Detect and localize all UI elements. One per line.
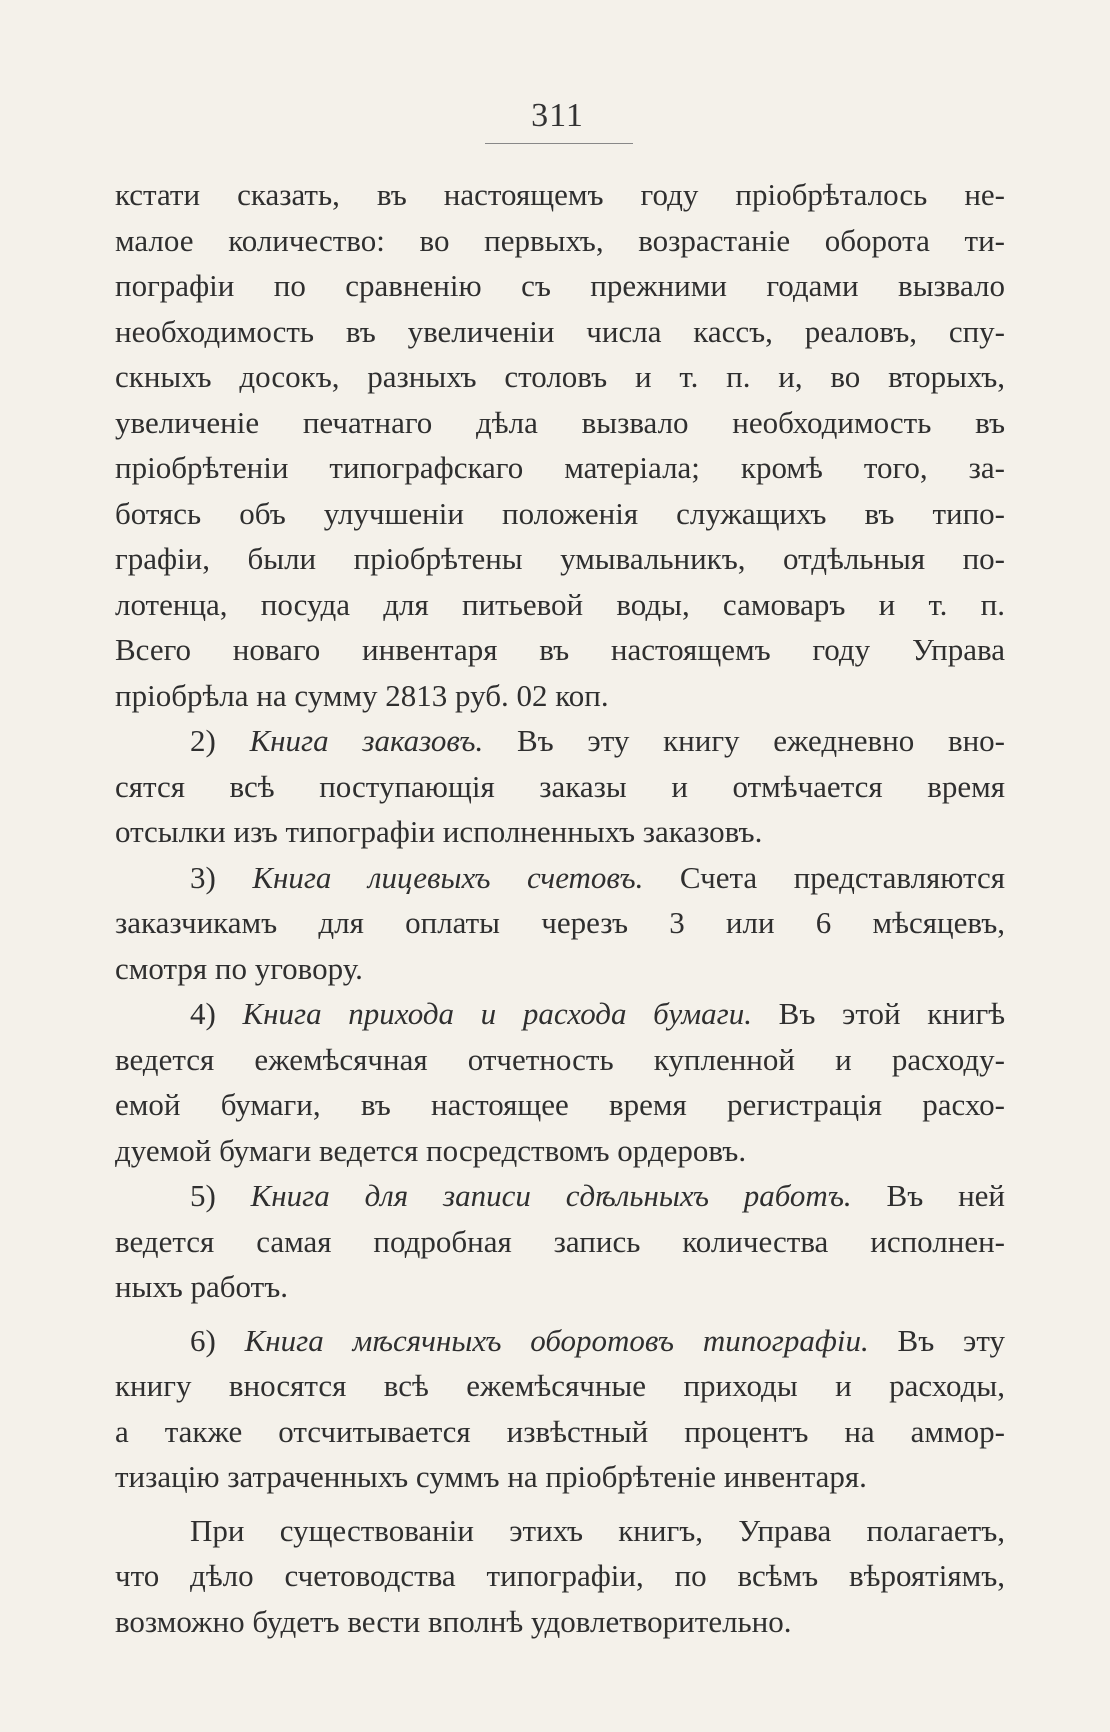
item-number: 3) <box>190 859 216 895</box>
text-line: сятся всѣ поступающія заказы и отмѣчается время <box>115 768 1005 804</box>
text-line: дуемой бумаги ведется посредствомъ ордеровъ. <box>115 1132 747 1168</box>
paragraph-3-book-of-accounts <box>115 855 1005 992</box>
text-line: что дѣло счетоводства типографіи, по всѣмъ вѣроятіямъ, <box>115 1558 1005 1593</box>
item-text: Въ эту книгу ежедневно вно- <box>516 723 1005 758</box>
book-title: Книга мѣсячныхъ оборотовъ типографіи. <box>244 1322 869 1358</box>
item-text: Въ ней <box>886 1178 1005 1213</box>
text-line <box>115 1173 1005 1219</box>
text-line: скныхъ досокъ, разныхъ столовъ и т. п. и, во вторыхъ, <box>115 359 1005 394</box>
paragraph-4-book-of-paper <box>115 991 1005 1173</box>
body-text <box>115 172 1005 1644</box>
text-line: При существованіи этихъ книгъ, Управа полагаетъ, <box>190 1512 1005 1548</box>
book-title: Книга прихода и расхода бумаги. <box>242 996 752 1031</box>
paragraph-5-book-of-piecework <box>115 1173 1005 1310</box>
text-line: увеличеніе печатнаго дѣла вызвало необходимость въ <box>115 404 1005 440</box>
text-line: возможно будетъ вести вполнѣ удовлетворительно. <box>115 1603 792 1639</box>
paragraph-gap <box>115 1500 1005 1508</box>
book-title: Книга лицевыхъ счетовъ. <box>252 859 644 895</box>
text-line <box>115 718 1005 764</box>
text-line: а также отсчитывается извѣстный процентъ на аммор- <box>115 1413 1005 1449</box>
item-number: 5) <box>190 1178 216 1213</box>
text-line: Всего новаго инвентаря въ настоящемъ году Управа <box>115 632 1005 667</box>
paragraph-6-book-of-monthly-turnover <box>115 1318 1005 1500</box>
item-text: Въ этой книгѣ <box>778 996 1005 1031</box>
text-line: отсылки изъ типографіи исполненныхъ заказовъ. <box>115 814 763 849</box>
item-number: 2) <box>190 723 216 758</box>
book-title: Книга заказовъ. <box>249 723 484 758</box>
item-number: 6) <box>190 1322 216 1358</box>
text-line: необходимость въ увеличеніи числа кассъ, реаловъ, спу- <box>115 313 1005 349</box>
text-line: лотенца, посуда для питьевой воды, самоваръ и т. п. <box>115 586 1005 622</box>
page-number: 311 <box>531 97 584 134</box>
paragraph-gap <box>115 1310 1005 1318</box>
text-line: пріобрѣла на сумму 2813 руб. 02 коп. <box>115 677 609 713</box>
paragraph-1 <box>115 172 1005 718</box>
text-line: ведется ежемѣсячная отчетность купленной и расходу- <box>115 1041 1005 1077</box>
text-line <box>115 991 1005 1037</box>
text-line <box>115 855 1005 901</box>
text-line: емой бумаги, въ настоящее время регистрація расхо- <box>115 1087 1005 1122</box>
text-line: тизацію затраченныхъ суммъ на пріобрѣтеніе инвентаря. <box>115 1459 867 1494</box>
item-text: Счета представляются <box>679 859 1005 895</box>
text-line: пріобрѣтеніи типографскаго матеріала; кромѣ того, за- <box>115 450 1005 485</box>
page-number-rule <box>485 143 633 144</box>
paragraph-7-conclusion <box>115 1508 1005 1645</box>
text-line: кстати сказать, въ настоящемъ году пріобрѣталось не- <box>115 177 1005 212</box>
paragraph-2-book-of-orders <box>115 718 1005 855</box>
text-line: ведется самая подробная запись количества исполнен- <box>115 1223 1005 1259</box>
book-title: Книга для записи сдѣльныхъ работъ. <box>250 1178 852 1213</box>
text-line: заказчикамъ для оплаты черезъ 3 или 6 мѣсяцевъ, <box>115 905 1005 940</box>
text-line: смотря по уговору. <box>115 950 363 986</box>
text-line: ныхъ работъ. <box>115 1269 288 1304</box>
item-number: 4) <box>190 996 216 1031</box>
text-line: малое количество: во первыхъ, возрастаніе оборота ти- <box>115 222 1005 258</box>
text-line: пографіи по сравненію съ прежними годами вызвало <box>115 268 1005 303</box>
text-line <box>115 1318 1005 1364</box>
item-text: Въ эту <box>897 1322 1005 1358</box>
text-line: книгу вносятся всѣ ежемѣсячные приходы и расходы, <box>115 1368 1005 1403</box>
text-line: ботясь объ улучшеніи положенія служащихъ въ типо- <box>115 495 1005 531</box>
text-line: графіи, были пріобрѣтены умывальникъ, отдѣльныя по- <box>115 541 1005 576</box>
